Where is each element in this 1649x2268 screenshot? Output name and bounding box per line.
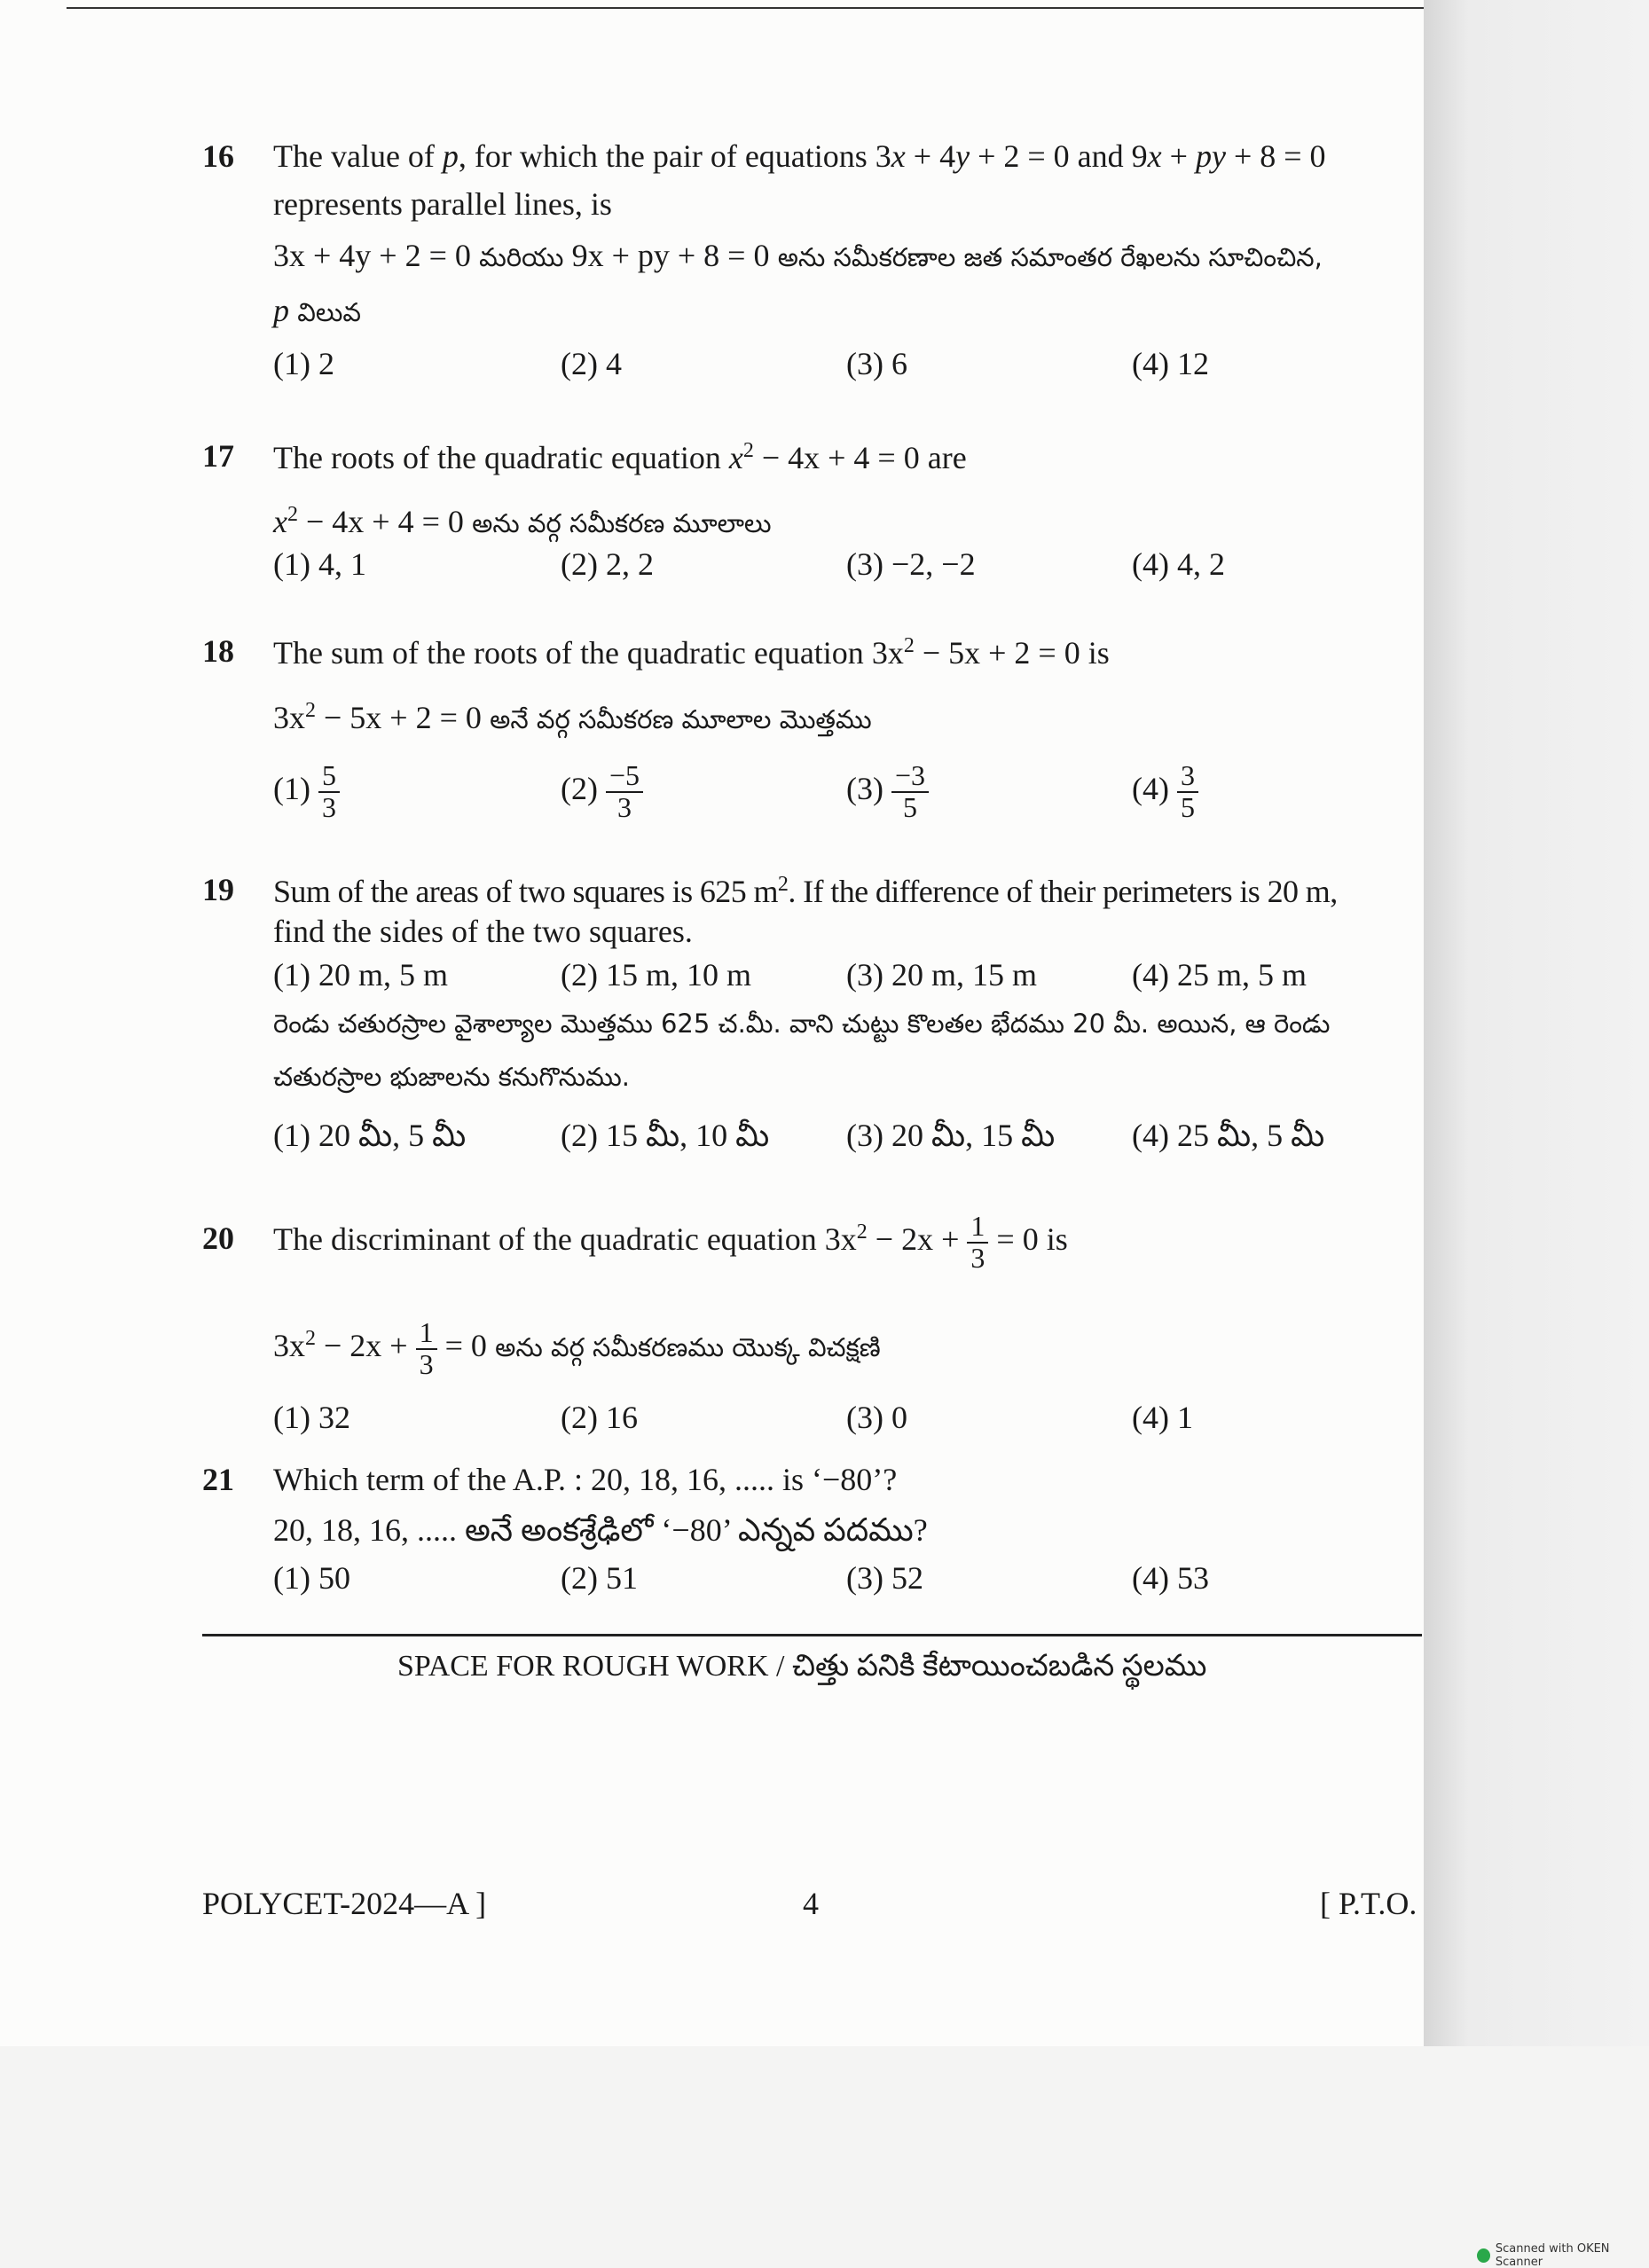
top-rule [67, 7, 1424, 9]
option[interactable]: (3) 6 [846, 346, 907, 381]
option[interactable]: (4) $\frac{3}{5}$ [1132, 761, 1198, 822]
option[interactable]: (2) 15 m, 10 m [561, 957, 751, 993]
option[interactable]: (4) 1 [1132, 1400, 1193, 1435]
question-19-text-en: Sum of the areas of two squares is 625 $m^2$. If the difference of their perimeters is 20 m, [273, 873, 1338, 909]
option[interactable]: (3) 20 మీ, 15 మీ [846, 1118, 1056, 1153]
question-number: 17 [202, 438, 234, 474]
question-number: 19 [202, 872, 234, 907]
scanner-badge-text: Scanned with OKEN Scanner [1495, 2242, 1610, 2268]
question-number: 21 [202, 1462, 234, 1497]
question-number: 20 [202, 1220, 234, 1256]
scan-edge-shadow [1424, 0, 1649, 2046]
option[interactable]: (1) 20 m, 5 m [273, 957, 448, 993]
option[interactable]: (4) 53 [1132, 1560, 1209, 1596]
footer-pto: [ P.T.O. [1320, 1886, 1417, 1921]
option[interactable]: (4) 25 మీ, 5 మీ [1132, 1118, 1325, 1153]
option[interactable]: (2) 16 [561, 1400, 638, 1435]
option[interactable]: (2) $\frac{-5}{3}$ [561, 761, 643, 822]
footer-paper-code: POLYCET-2024—A ] [202, 1886, 487, 1921]
question-16-text-te: 3x + 4y + 2 = 0 మరియు 9x + py + 8 = 0 అను సమీకరణాల జత సమాంతర రేఖలను సూచించిన, [273, 238, 1323, 273]
option[interactable]: (3) 52 [846, 1560, 923, 1596]
question-17-text-en: The roots of the quadratic equation $x^2 - 4x + 4 = 0$ are [273, 439, 967, 475]
option[interactable]: (3) −2, −2 [846, 546, 976, 582]
question-16-text-en-2: represents parallel lines, is [273, 186, 612, 222]
question-number: 16 [202, 138, 234, 174]
option[interactable]: (2) 51 [561, 1560, 638, 1596]
question-18-text-te: $3x^2 - 5x + 2 = 0$ అనే వర్గ సమీకరణ మూలాల మొత్తము [273, 699, 872, 735]
option[interactable]: (3) $\frac{-3}{5}$ [846, 761, 929, 822]
question-number: 18 [202, 633, 234, 669]
question-16-text-en: The value of p, for which the pair of equations 3x + 4y + 2 = 0 and 9x + py + 8 = 0 [273, 138, 1326, 174]
section-divider [202, 1634, 1422, 1636]
option[interactable]: (1) 4, 1 [273, 546, 366, 582]
question-17-text-te: $x^2 - 4x + 4 = 0$ అను వర్గ సమీకరణ మూలాలు [273, 503, 772, 539]
question-21-text-te: 20, 18, 16, ..... అనే అంకశ్రేఢిలో ‘−80’ ఎన్నవ పదము? [273, 1512, 928, 1548]
question-19-text-en-2: find the sides of the two squares. [273, 914, 693, 949]
question-19-text-te-2: చతురస్రాల భుజాలను కనుగొనుము. [273, 1062, 631, 1092]
question-19-text-te: రెండు చతురస్రాల వైశాల్యాల మొత్తము 625 చ.మీ. వాని చుట్టు కొలతల భేదము 20 మీ. అయిన, ఆ రెండు [273, 1008, 1331, 1039]
page-number: 4 [803, 1886, 819, 1921]
option[interactable]: (1) $\frac{5}{3}$ [273, 761, 340, 822]
option[interactable]: (1) 50 [273, 1560, 350, 1596]
option[interactable]: (1) 20 మీ, 5 మీ [273, 1118, 467, 1153]
scanner-badge [1477, 2242, 1649, 2268]
question-20-text-te: $3x^2 - 2x$ + $\frac{1}{3}$ = 0 అను వర్గ సమీకరణము యొక్క విచక్షణి [273, 1316, 881, 1380]
option[interactable]: (2) 2, 2 [561, 546, 654, 582]
option[interactable]: (3) 0 [846, 1400, 907, 1435]
option[interactable]: (4) 25 m, 5 m [1132, 957, 1307, 993]
option[interactable]: (2) 4 [561, 346, 622, 381]
scanner-logo-icon [1477, 2248, 1490, 2263]
option[interactable]: (4) 4, 2 [1132, 546, 1225, 582]
option[interactable]: (1) 32 [273, 1400, 350, 1435]
option[interactable]: (2) 15 మీ, 10 మీ [561, 1118, 770, 1153]
option[interactable]: (4) 12 [1132, 346, 1209, 381]
question-16-text-te-2: p విలువ [273, 293, 362, 328]
question-21-text-en: Which term of the A.P. : 20, 18, 16, ..... is ‘−80’? [273, 1462, 898, 1497]
option[interactable]: (1) 2 [273, 346, 334, 381]
option[interactable]: (3) 20 m, 15 m [846, 957, 1037, 993]
question-18-text-en: The sum of the roots of the quadratic equation $3x^2 - 5x + 2 = 0$ is [273, 634, 1110, 671]
rough-work-heading: SPACE FOR ROUGH WORK / చిత్తు పనికి కేటాయించబడిన స్థలము [397, 1650, 1207, 1683]
question-20-text-en: The discriminant of the quadratic equation $3x^2 - 2x$ + $\frac{1}{3}$ = 0 is [273, 1210, 1068, 1274]
